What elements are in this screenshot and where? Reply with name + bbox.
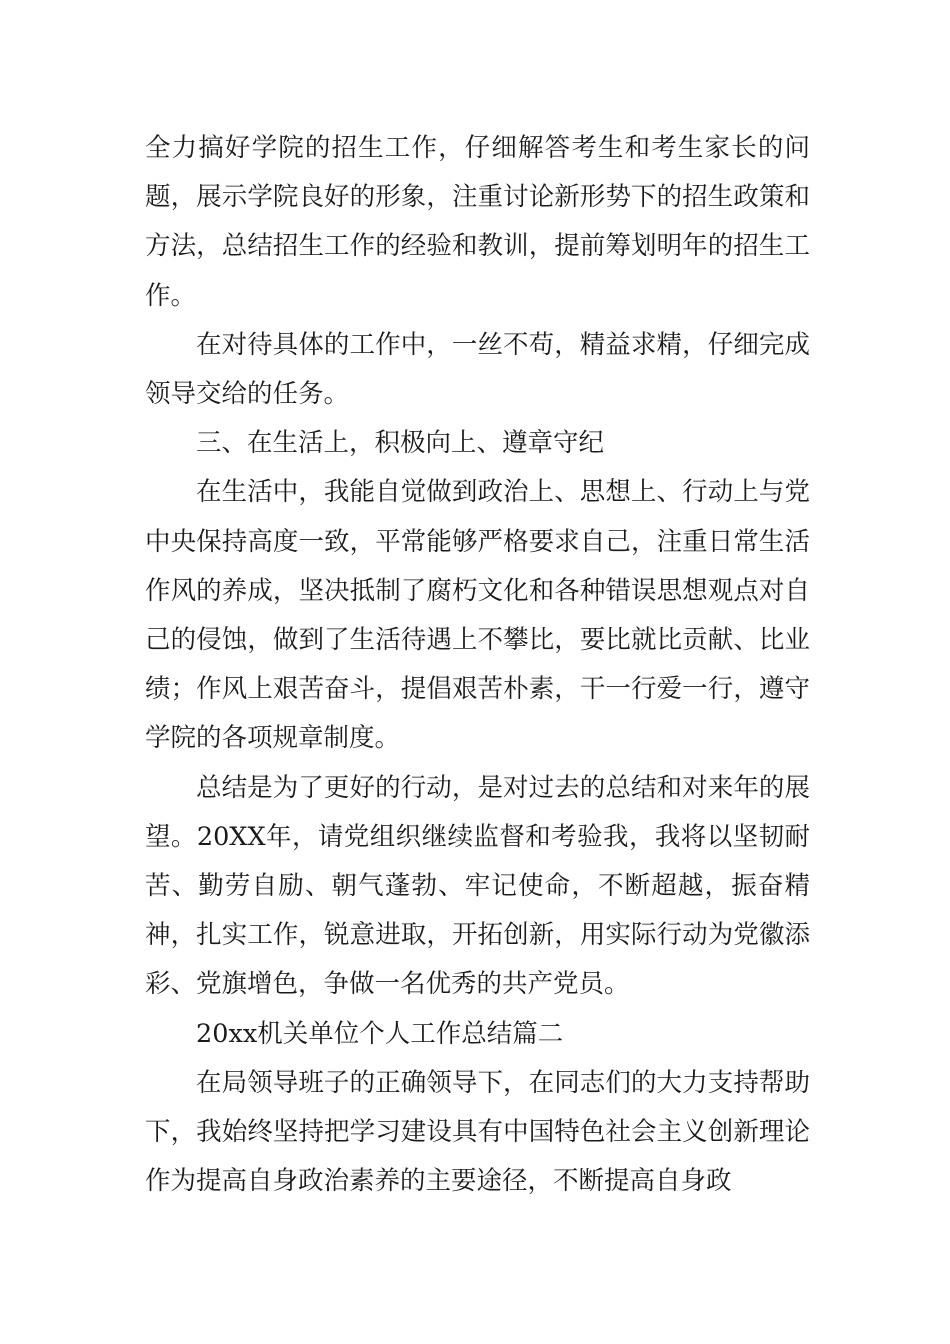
paragraph-specific-work: 在对待具体的工作中，一丝不苟，精益求精，仔细完成领导交给的任务。 [145,329,810,410]
paragraph-leadership-study: 在局领导班子的正确领导下，在同志们的大力支持帮助下，我始终坚持把学习建设具有中国特色社会主义创新理论作为提高自身政治素养的主要途径，不断提高自身政 [145,1067,810,1197]
document-body [145,124,810,1206]
paragraph-life-conduct: 在生活中，我能自觉做到政治上、思想上、行动上与党中央保持高度一致，平常能够严格要求自己，注重日常生活作风的养成，坚决抵制了腐朽文化和各种错误思想观点对自己的侵蚀，做到了生活待遇上不攀比，要比就比贡献、比业绩；作风上艰苦奋斗，提倡艰苦朴素，干一行爱一行，遵守学院的各项规章制度。 [145,477,810,754]
paragraph-summary-outlook: 总结是为了更好的行动，是对过去的总结和对来年的展望。20XX年，请党组织继续监督和考验我，我将以坚韧耐苦、勤劳自励、朝气蓬勃、牢记使命，不断超越，振奋精神，扎实工作，锐意进取，开拓创新，用实际行动为党徽添彩、党旗增色，争做一名优秀的共产党员。 [145,772,810,1000]
paragraph-admissions-work: 全力搞好学院的招生工作，仔细解答考生和考生家长的问题，展示学院良好的形象，注重讨论新形势下的招生政策和方法，总结招生工作的经验和教训，提前筹划明年的招生工作。 [145,133,810,311]
section-heading-part-two: 20xx机关单位个人工作总结篇二 [196,1018,564,1049]
section-heading-life: 三、在生活上，积极向上、遵章守纪 [196,428,605,459]
